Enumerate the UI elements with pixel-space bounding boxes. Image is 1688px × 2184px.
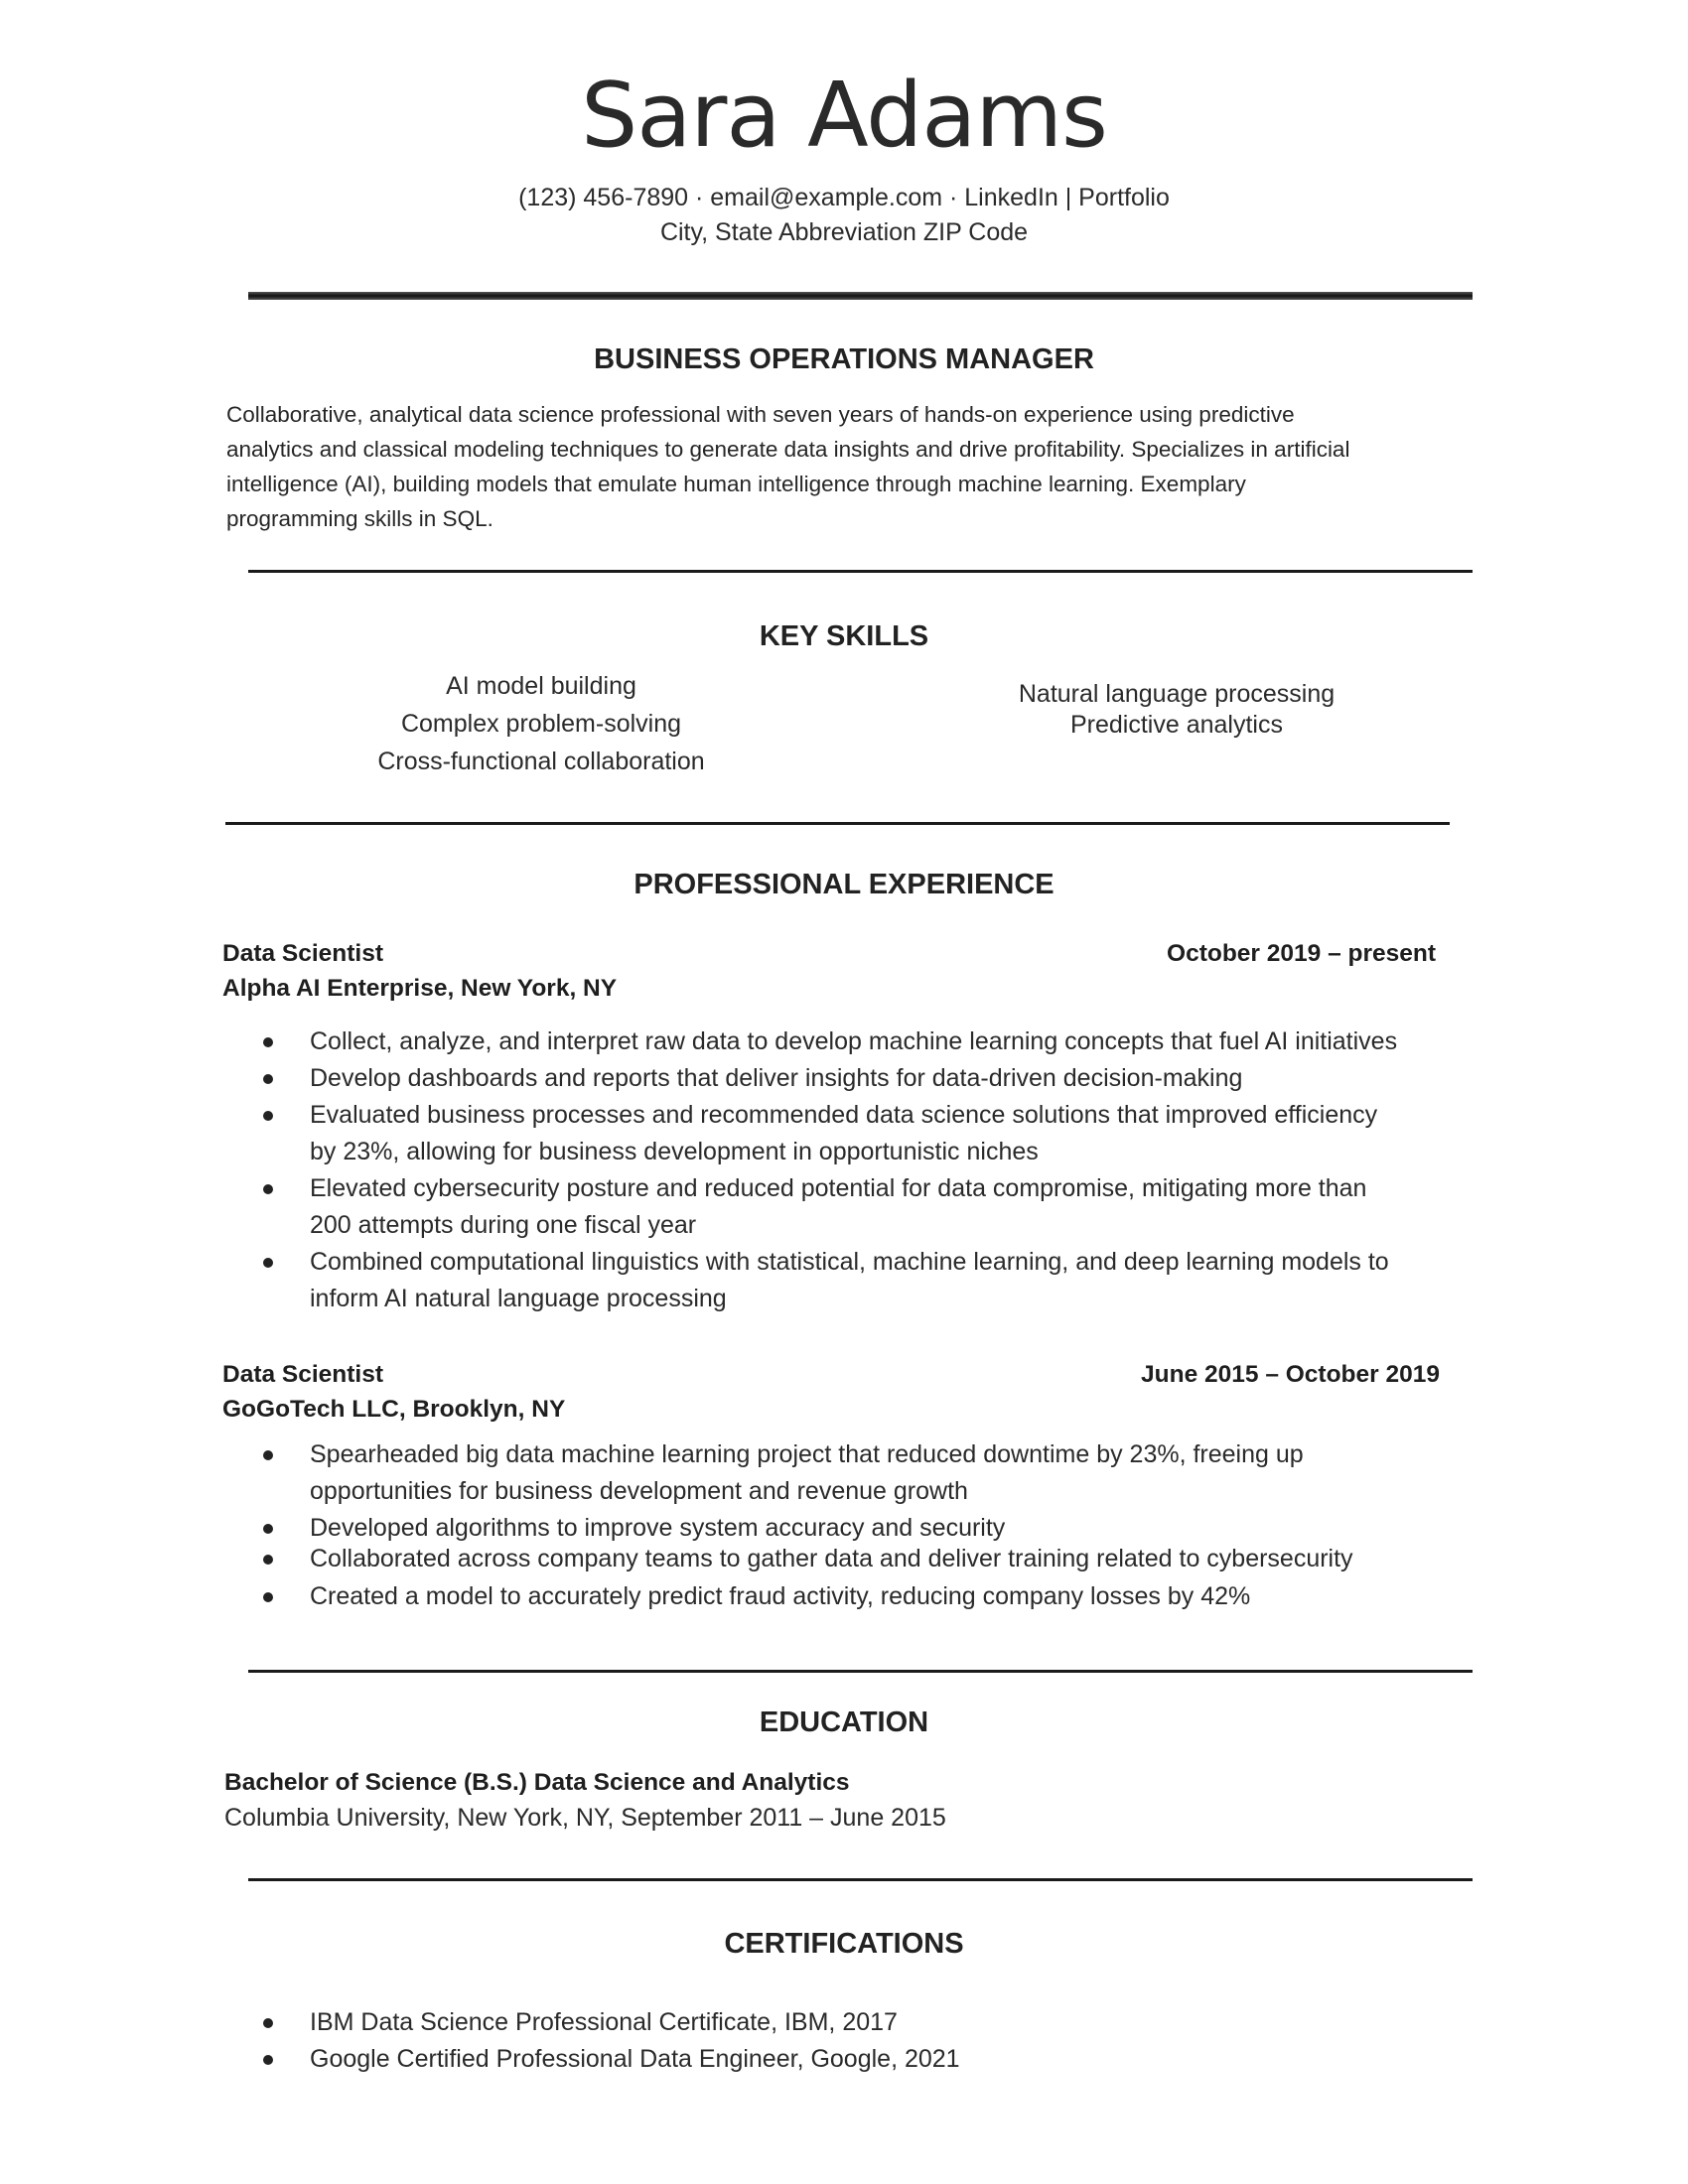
section-divider	[248, 1878, 1473, 1881]
degree-title: Bachelor of Science (B.S.) Data Science and Analytics	[224, 1769, 850, 1796]
bullet-icon	[263, 1524, 273, 1534]
bullet-icon	[263, 1450, 273, 1460]
job-title: Data Scientist	[222, 1361, 384, 1388]
skill-item: AI model building	[446, 672, 636, 700]
education-heading: EDUCATION	[759, 1706, 929, 1738]
skills-right-column	[968, 679, 1385, 741]
certifications-heading: CERTIFICATIONS	[724, 1928, 964, 1960]
summary-line: analytics and classical modeling techniques to generate data insights and drive profitability. Specializes in artificial	[226, 437, 1350, 462]
job-company: GoGoTech LLC, Brooklyn, NY	[222, 1396, 566, 1423]
bullet-icon	[263, 1111, 273, 1121]
bullet-icon	[263, 1074, 273, 1084]
experience-heading: PROFESSIONAL EXPERIENCE	[633, 869, 1055, 900]
skill-item: Natural language processing	[1018, 680, 1336, 708]
resume-page: Sara Adams (123) 456-7890 · email@example.com · LinkedIn | Portfolio City, State Abbreviation ZIP Code BUSINESS OPERATIONS MANAGER Collaborative, analytical data science professional with seven years of hands-on experience using predictive analytics and classical modeling techniques to generate data insights and drive profitability. Specializes in artificial intelligence (AI), building models that emulate human intelligence through machine learning. Exemplary programming skills in SQL. KEY SKILLS AI model building Complex problem-solving Cross-functional collaboration Natural language processing Predictive analytics PROFESSIONAL EXPERIENCE Data Scientist October 2019 – present Alpha AI Enterprise, New York, NY Collect, analyze, and interpret raw data to develop machine learning concepts that fuel AI initiatives Develop dashboards and reports that deliver insights for data-driven decision-making Evaluated business processes and recommended data science solutions that improved efficiency by 23%, allowing for business development in opportunistic niches Elevated cybersecurity posture and reduced potential for data compromise, mitigating more than 200 attempts during one fiscal year Combined computational linguistics with statistical, machine learning, and deep learning models to inform AI natural language processing Data Scientist June 2015 – October 2019 GoGoTech LLC, Brooklyn, NY Spearheaded big data machine learning project that reduced downtime by 23%, freeing up opportunities for business development and revenue growth Developed algorithms to improve system accuracy and security Collaborated across company teams to gather data and deliver training related to cybersecurity Created a model to accurately predict fraud activity, reducing company losses by 42% EDUCATION Bachelor of Science (B.S.) Data Science and Analytics Columbia University, New York, NY, September 2011 – June 2015 CERTIFICATIONS IBM Data Science Professional Certificate, IBM, 2017 Google Certified Professional Data Engineer, Google, 2021	[0, 0, 1688, 2184]
summary-line: programming skills in SQL.	[226, 506, 493, 531]
section-divider	[248, 570, 1473, 573]
summary-line: Collaborative, analytical data science professional with seven years of hands-on experience using predictive	[226, 402, 1295, 427]
skill-item: Cross-functional collaboration	[377, 748, 705, 775]
summary-text	[226, 397, 1448, 536]
candidate-name: Sara Adams	[581, 64, 1107, 168]
job-title: Data Scientist	[222, 940, 384, 967]
section-divider	[225, 822, 1450, 825]
bullet-icon	[263, 1258, 273, 1268]
bullet-icon	[263, 1184, 273, 1194]
skills-left-column	[333, 667, 750, 780]
header-divider	[248, 292, 1473, 300]
summary-line: intelligence (AI), building models that emulate human intelligence through machine learning. Exemplary	[226, 472, 1246, 496]
address-line: City, State Abbreviation ZIP Code	[659, 218, 1029, 246]
school-details: Columbia University, New York, NY, September 2011 – June 2015	[224, 1804, 946, 1832]
skill-item: Complex problem-solving	[400, 710, 682, 738]
skill-item: Predictive analytics	[1070, 711, 1283, 739]
job-dates: October 2019 – present	[1167, 940, 1436, 967]
contact-line: (123) 456-7890 · email@example.com · LinkedIn | Portfolio	[518, 184, 1170, 211]
bullet-icon	[263, 1555, 273, 1565]
bullet-icon	[263, 1037, 273, 1047]
bullet-icon	[263, 1592, 273, 1602]
bullet-icon	[263, 2055, 273, 2065]
summary-heading: BUSINESS OPERATIONS MANAGER	[594, 343, 1094, 375]
job-company: Alpha AI Enterprise, New York, NY	[222, 975, 618, 1002]
skills-heading: KEY SKILLS	[759, 620, 929, 652]
bullet-icon	[263, 2018, 273, 2028]
job-dates: June 2015 – October 2019	[1141, 1361, 1440, 1388]
section-divider	[248, 1670, 1473, 1673]
